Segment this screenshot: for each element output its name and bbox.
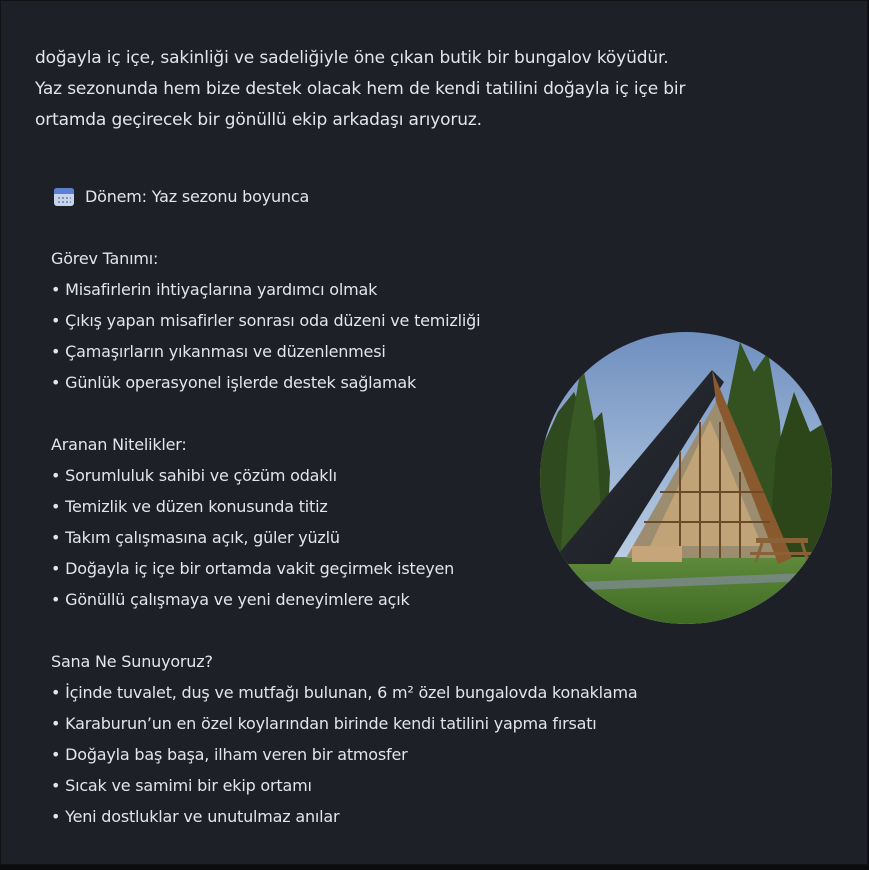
list-item: • Misafirlerin ihtiyaçlarına yardımcı olmak	[51, 274, 771, 305]
list-item: • Sıcak ve samimi bir ekip ortamı	[51, 770, 771, 801]
list-item: • Sorumluluk sahibi ve çözüm odaklı	[51, 460, 771, 491]
list-item: • Günlük operasyonel işlerde destek sağlamak	[51, 367, 771, 398]
list-item: • Yeni dostluklar ve unutulmaz anılar	[51, 801, 771, 832]
period-text: Dönem: Yaz sezonu boyunca	[85, 187, 310, 206]
list-item: • Çamaşırların yıkanması ve düzenlenmesi	[51, 336, 771, 367]
list-item: • Karaburun’un en özel koylarından birinde kendi tatilini yapma fırsatı	[51, 708, 771, 739]
list-item: • Doğayla baş başa, ilham veren bir atmosfer	[51, 739, 771, 770]
list-item: • Çıkış yapan misafirler sonrası oda düzeni ve temizliği	[51, 305, 771, 336]
list-item: • Takım çalışmasına açık, güler yüzlü	[51, 522, 771, 553]
intro-line: ortamda geçirecek bir gönüllü ekip arkadaşı arıyoruz.	[35, 110, 482, 130]
list-item: • Temizlik ve düzen konusunda titiz	[51, 491, 771, 522]
qualifications-heading: Aranan Nitelikler:	[51, 435, 187, 454]
list-item: • Doğayla iç içe bir ortamda vakit geçirmek isteyen	[51, 553, 771, 584]
offers-heading: Sana Ne Sunuyoruz?	[51, 652, 213, 671]
duties-heading: Görev Tanımı:	[51, 249, 159, 268]
list-item: • İçinde tuvalet, duş ve mutfağı bulunan, 6 m² özel bungalovda konaklama	[51, 677, 771, 708]
intro-paragraph	[35, 43, 835, 136]
calendar-icon	[54, 188, 74, 206]
list-item: • Gönüllü çalışmaya ve yeni deneyimlere açık	[51, 584, 771, 615]
intro-line: Yaz sezonunda hem bize destek olacak hem de kendi tatilini doğayla iç içe bir	[35, 79, 686, 99]
bungalow-photo	[540, 332, 832, 624]
intro-line: doğayla iç içe, sakinliği ve sadeliğiyle öne çıkan butik bir bungalov köyüdür.	[35, 48, 669, 68]
period-line	[51, 181, 771, 212]
